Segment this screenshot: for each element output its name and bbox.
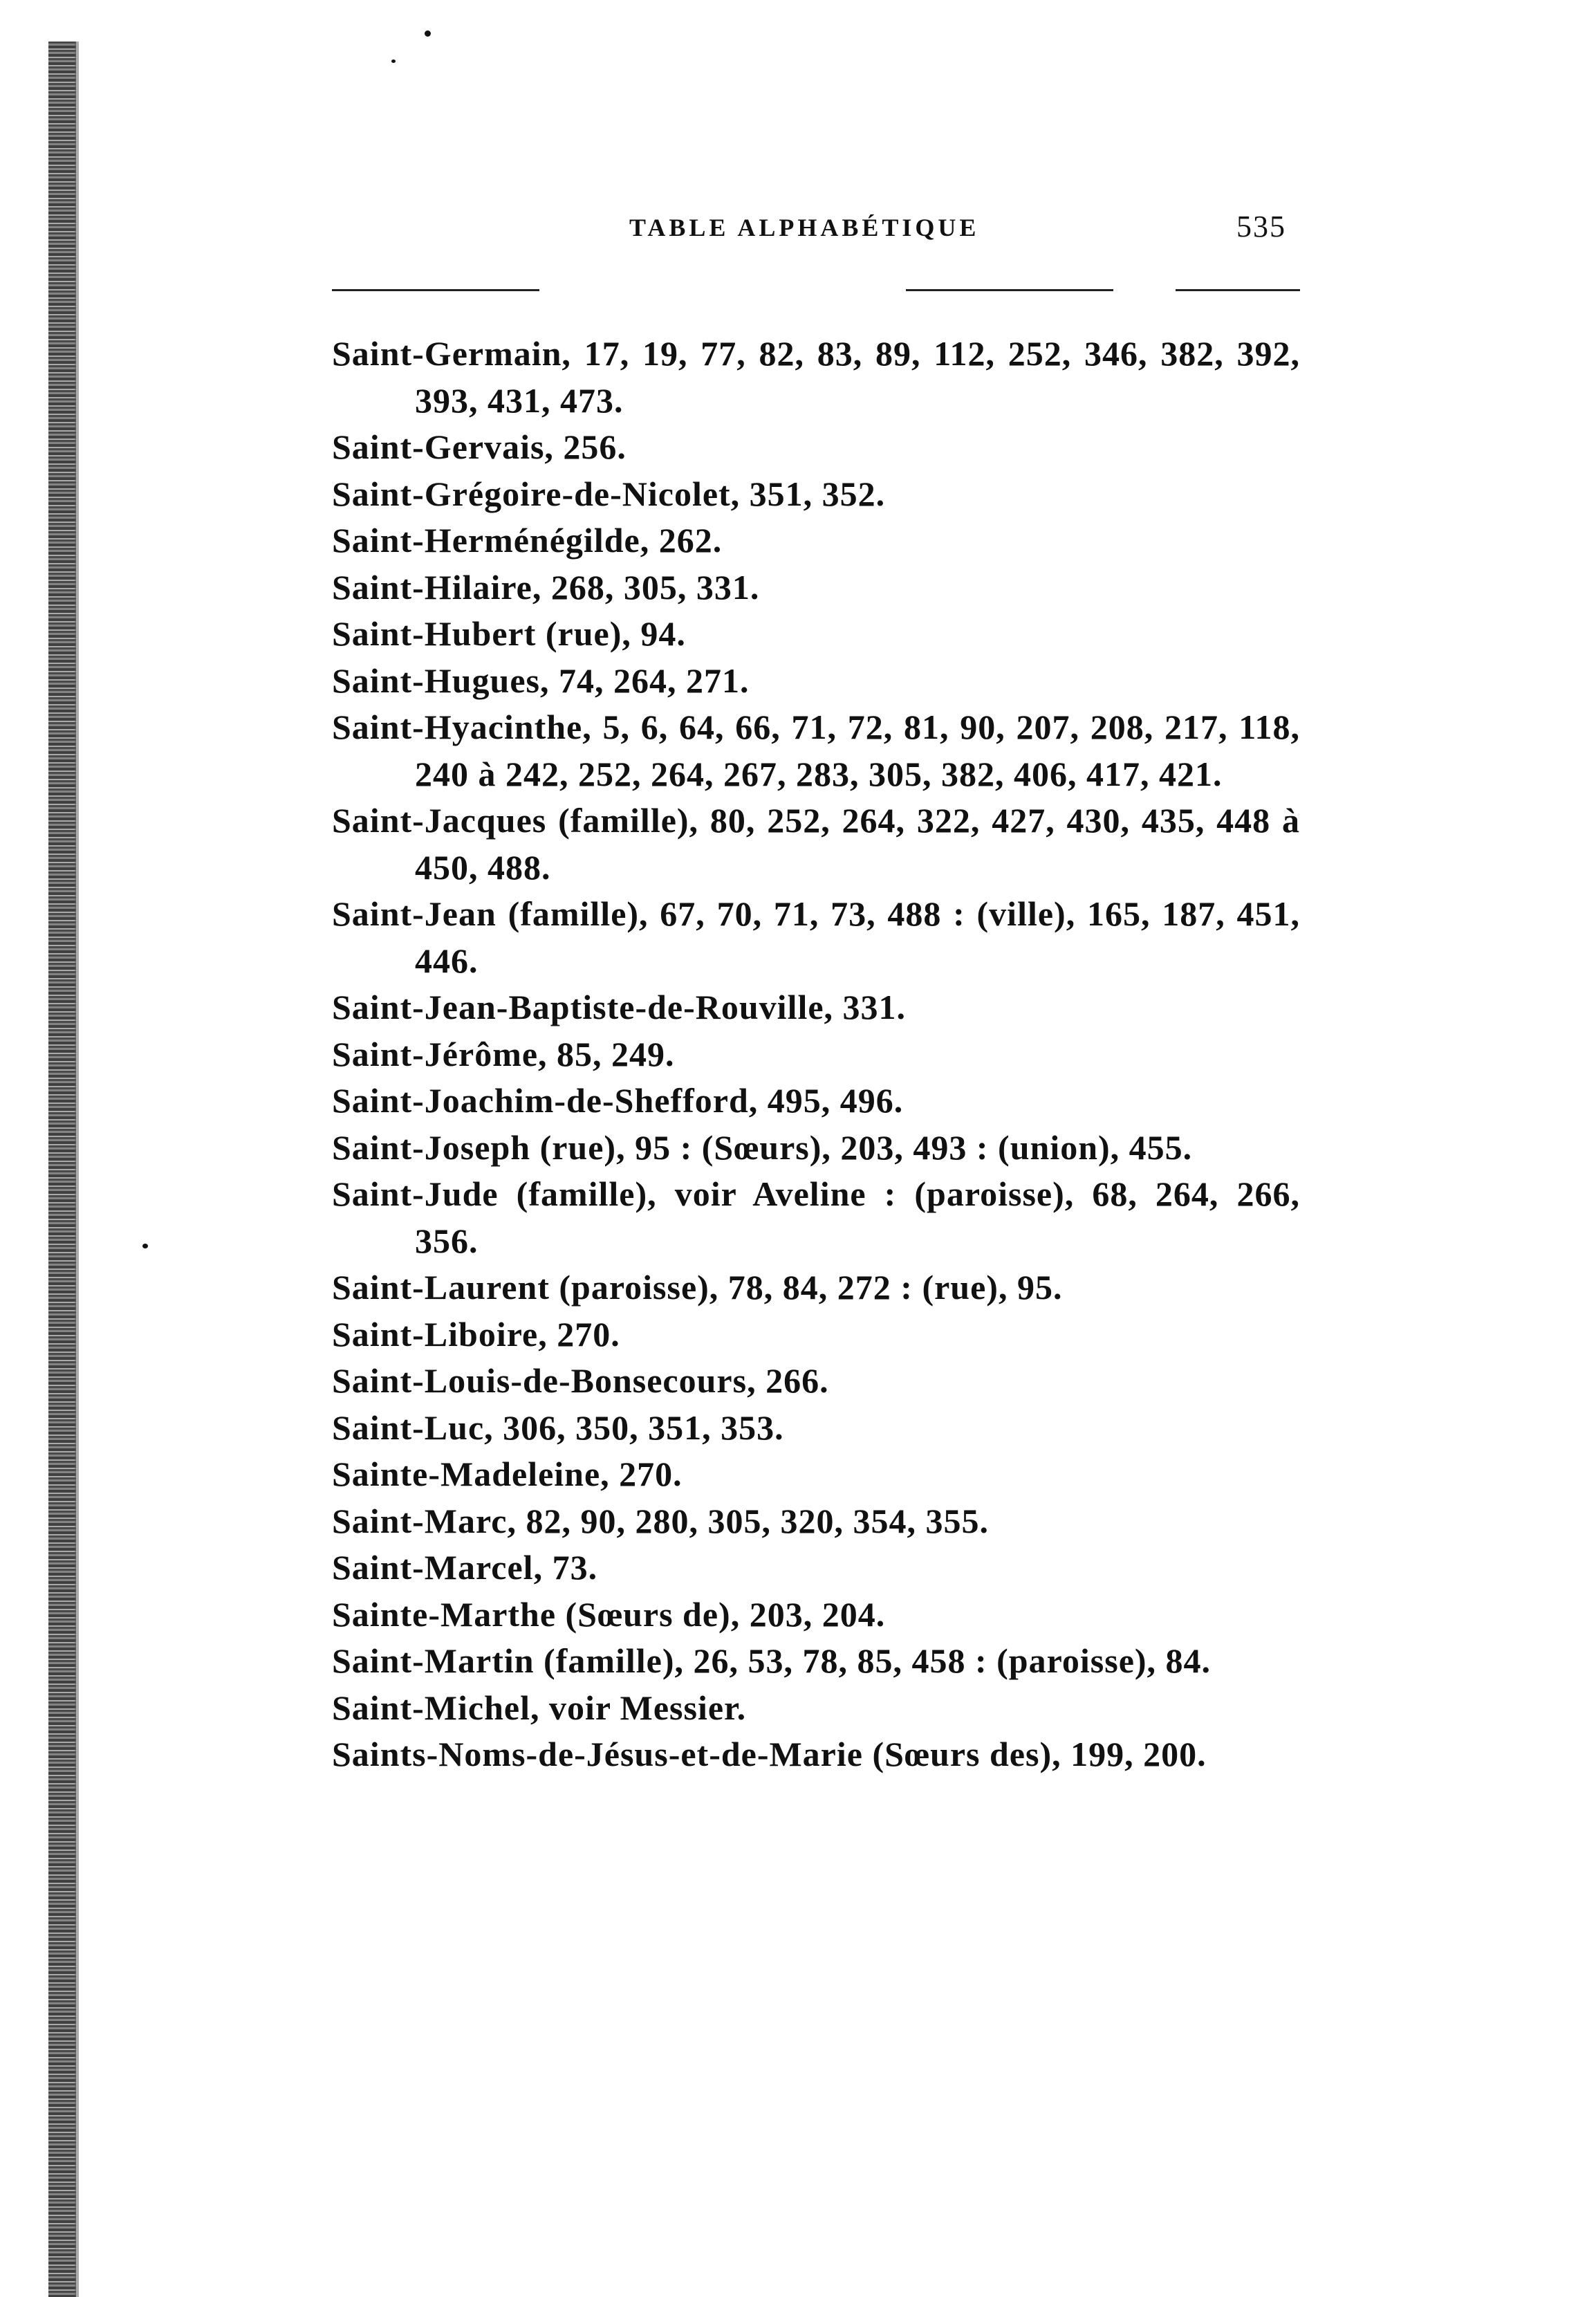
index-entry: Saint-Hyacinthe, 5, 6, 64, 66, 71, 72, 81, 90, 207, 208, 217, 118, 240 à 242, 252, 264, 267, 283, 305, 382, 406, 417, 421. — [332, 708, 1300, 793]
index-entry: Sainte-Marthe (Sœurs de), 203, 204. — [332, 1594, 886, 1634]
header-rule-left — [332, 289, 539, 291]
index-entry: Saint-Marcel, 73. — [332, 1548, 598, 1587]
ink-speck — [425, 30, 431, 37]
index-entry: Saint-Marc, 82, 90, 280, 305, 320, 354, 355. — [332, 1501, 989, 1540]
index-entry: Saint-Hubert (rue), 94. — [332, 614, 686, 653]
index-entry: Saint-Grégoire-de-Nicolet, 351, 352. — [332, 474, 886, 513]
index-entry: Saint-Gervais, 256. — [332, 427, 627, 466]
index-entry: Sainte-Madeleine, 270. — [332, 1455, 683, 1493]
running-head: TABLE ALPHABÉTIQUE — [629, 214, 980, 241]
index-entry: Saint-Jean-Baptiste-de-Rouville, 331. — [332, 988, 907, 1026]
page-number: 535 — [1236, 210, 1286, 243]
index-entry: Saint-Liboire, 270. — [332, 1314, 620, 1354]
index-entry: Saint-Joseph (rue), 95 : (Sœurs), 203, 493 : (union), 455. — [332, 1127, 1193, 1167]
index-entry: Saint-Martin (famille), 26, 53, 78, 85, 458 : (paroisse), 84. — [332, 1641, 1212, 1680]
index-entry: Saint-Germain, 17, 19, 77, 82, 83, 89, 112, 252, 346, 382, 392, 393, 431, 473. — [332, 334, 1300, 420]
index-entry: Saint-Jérôme, 85, 249. — [332, 1034, 675, 1073]
index-entry: Saint-Jude (famille), voir Aveline : (paroisse), 68, 264, 266, 356. — [332, 1174, 1300, 1260]
index-list — [332, 331, 1300, 1778]
index-entry: Saint-Hilaire, 268, 305, 331. — [332, 567, 760, 607]
page-header — [332, 210, 1300, 255]
index-entry: Saint-Laurent (paroisse), 78, 84, 272 : (rue), 95. — [332, 1268, 1063, 1307]
index-entry: Saint-Joachim-de-Shefford, 495, 496. — [332, 1081, 904, 1120]
header-rule-right — [1176, 289, 1300, 291]
index-entry: Saints-Noms-de-Jésus-et-de-Marie (Sœurs des), 199, 200. — [332, 1735, 1207, 1773]
index-entry: Saint-Herménégilde, 262. — [332, 521, 723, 560]
binding-edge — [48, 41, 76, 2297]
index-entry: Saint-Luc, 306, 350, 351, 353. — [332, 1408, 784, 1447]
index-entry: Saint-Jean (famille), 67, 70, 71, 73, 488 : (ville), 165, 187, 451, 446. — [332, 894, 1300, 980]
ink-speck — [391, 59, 396, 63]
index-entry: Saint-Jacques (famille), 80, 252, 264, 322, 427, 430, 435, 448 à 450, 488. — [332, 801, 1300, 887]
header-rule-middle — [906, 289, 1113, 291]
binding-shadow — [75, 41, 79, 2297]
index-entry: Saint-Louis-de-Bonsecours, 266. — [332, 1361, 829, 1400]
index-entry: Saint-Michel, voir Messier. — [332, 1688, 747, 1727]
ink-speck — [142, 1244, 148, 1248]
index-entry: Saint-Hugues, 74, 264, 271. — [332, 661, 750, 700]
